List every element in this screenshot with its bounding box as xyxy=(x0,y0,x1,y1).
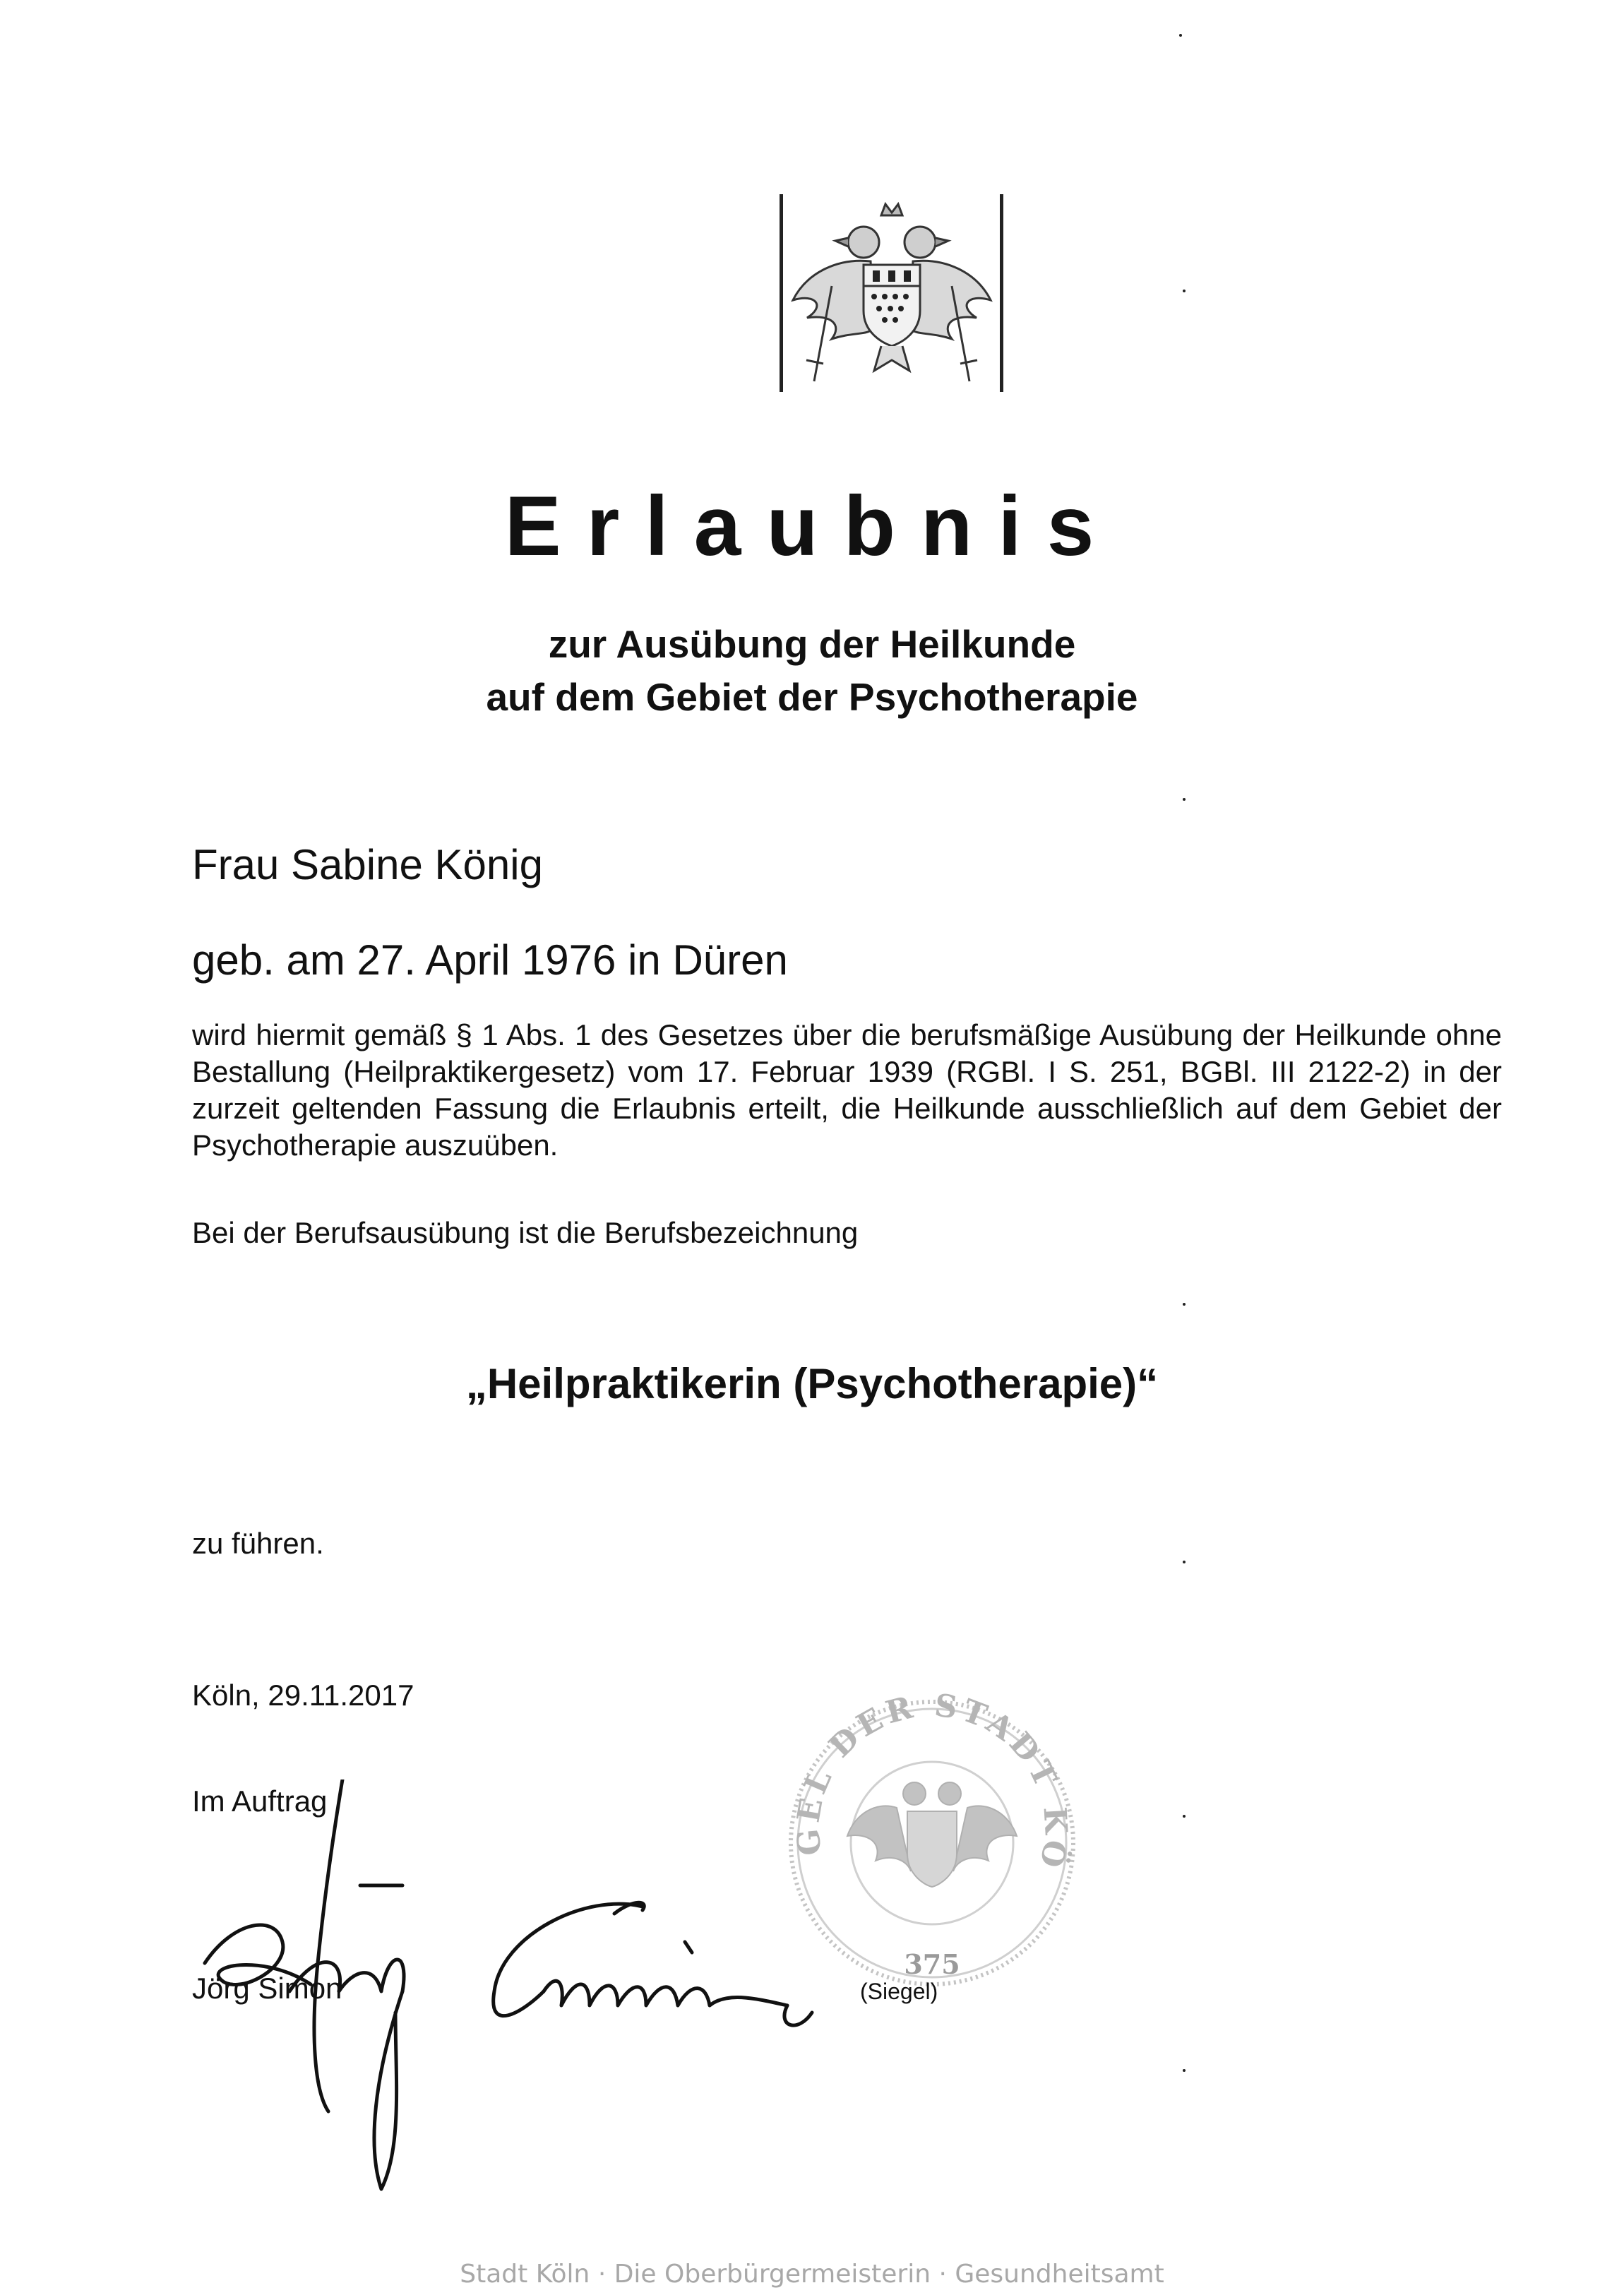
seal-text: GEL DER STADT KÖ xyxy=(789,1687,1074,1875)
seal-label: (Siegel) xyxy=(860,1979,938,2004)
document-title: Erlaubnis xyxy=(504,479,1120,573)
scan-speck xyxy=(1183,1815,1186,1818)
closing-text: zu führen. xyxy=(192,1527,324,1560)
scan-speck xyxy=(1183,1303,1186,1306)
scan-speck xyxy=(1183,798,1186,801)
birth-info: geb. am 27. April 1976 in Düren xyxy=(192,936,788,984)
im-auftrag-label: Im Auftrag xyxy=(192,1784,328,1818)
professional-designation: „Heilpraktikerin (Psychotherapie)“ xyxy=(465,1360,1159,1407)
handwritten-signature-icon xyxy=(191,1780,925,2203)
place-date: Köln, 29.11.2017 xyxy=(192,1679,414,1712)
document-subtitle xyxy=(0,618,1624,724)
page-footer: Stadt Köln · Die Oberbürgermeisterin · Gesundheitsamt xyxy=(460,2260,1164,2289)
scan-speck xyxy=(1183,2069,1186,2072)
recipient-name: Frau Sabine König xyxy=(192,841,543,888)
seal-number: 375 xyxy=(904,1948,960,1980)
scan-speck xyxy=(1183,1561,1186,1563)
subtitle-line-2: auf dem Gebiet der Psychotherapie xyxy=(486,675,1138,719)
designation-intro: Bei der Berufsausübung ist die Berufsbezeichnung xyxy=(192,1216,859,1249)
subtitle-line-1: zur Ausübung der Heilkunde xyxy=(548,622,1076,666)
scan-speck xyxy=(1179,34,1182,37)
permission-paragraph: wird hiermit gemäß § 1 Abs. 1 des Gesetzes über die berufsmäßige Ausübung der Heilkunde ohne Bestallung (Heilpraktikergesetz) vom 17. Februar 1939 (RGBl. I S. 251, BGBl. III 2122-2) in der zurzeit geltenden Fassung die Erlaubnis erteilt, die Heilkunde ausschließlich auf dem Gebiet der Psychotherapie auszuüben. xyxy=(192,1018,1502,1162)
scan-speck xyxy=(1183,290,1186,292)
cologne-crest-icon xyxy=(775,194,1008,395)
signer-name: Jörg Simon xyxy=(192,1972,342,2005)
